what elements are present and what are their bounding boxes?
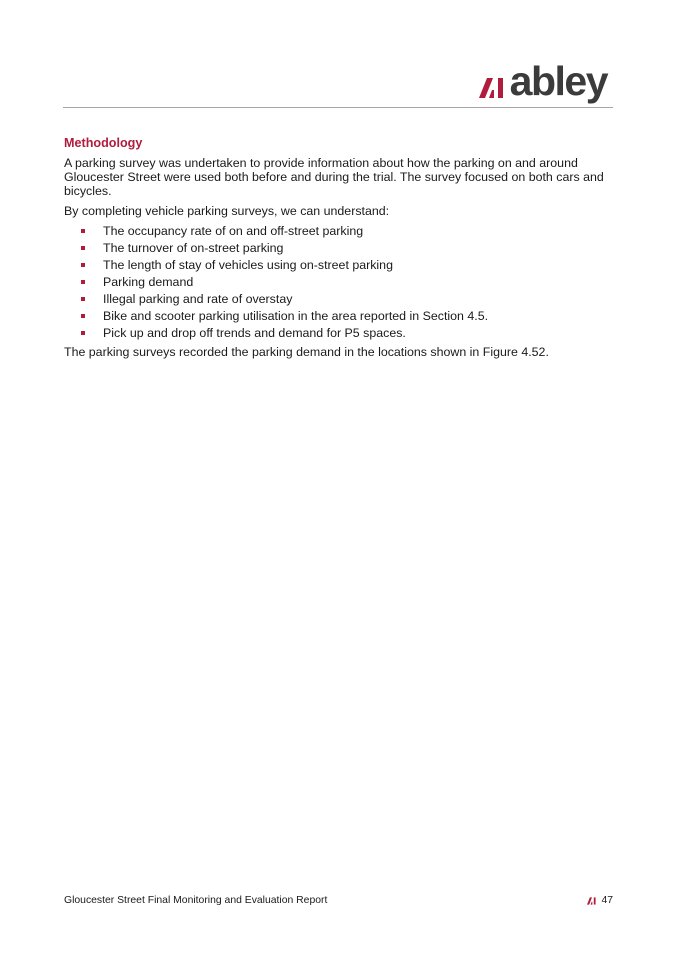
- page-footer: [64, 895, 613, 906]
- abley-mark-small-icon: [587, 897, 597, 905]
- bullet-square-icon: [81, 280, 85, 284]
- list-item-text: The occupancy rate of on and off-street parking: [103, 224, 364, 238]
- list-item: [64, 275, 604, 289]
- section-heading: Methodology: [64, 136, 143, 150]
- list-item-text: Pick up and drop off trends and demand for P5 spaces.: [103, 326, 406, 340]
- bullet-square-icon: [81, 314, 85, 318]
- footer-page-marker: [587, 895, 613, 906]
- closing-paragraph: The parking surveys recorded the parking demand in the locations shown in Figure 4.52.: [64, 345, 549, 359]
- logo-wordmark: abley: [509, 58, 607, 104]
- bullet-square-icon: [81, 297, 85, 301]
- abley-mark-icon: [479, 78, 507, 98]
- bullet-square-icon: [81, 246, 85, 250]
- list-item: [64, 241, 604, 255]
- list-item: [64, 292, 604, 306]
- list-item: [64, 326, 604, 340]
- list-item-text: Parking demand: [103, 275, 194, 289]
- bullet-square-icon: [81, 229, 85, 233]
- page-content: [64, 136, 604, 365]
- page-number: 47: [601, 895, 613, 906]
- list-item: [64, 224, 604, 238]
- list-item-text: The turnover of on-street parking: [103, 241, 284, 255]
- list-item: [64, 309, 604, 323]
- header-divider: [63, 107, 613, 108]
- bullet-square-icon: [81, 331, 85, 335]
- bullet-list: [64, 224, 604, 340]
- intro-paragraph: A parking survey was undertaken to provide information about how the parking on and around Gloucester Street were used both before and during the trial. The survey focused on both cars and bicycles.: [64, 156, 604, 198]
- footer-report-title: Gloucester Street Final Monitoring and Evaluation Report: [64, 895, 328, 906]
- list-item: [64, 258, 604, 272]
- list-item-text: Illegal parking and rate of overstay: [103, 292, 293, 306]
- abley-logo: [479, 58, 607, 104]
- bullet-square-icon: [81, 263, 85, 267]
- list-item-text: The length of stay of vehicles using on-street parking: [103, 258, 393, 272]
- list-item-text: Bike and scooter parking utilisation in the area reported in Section 4.5.: [103, 309, 489, 323]
- lead-in-paragraph: By completing vehicle parking surveys, we can understand:: [64, 204, 390, 218]
